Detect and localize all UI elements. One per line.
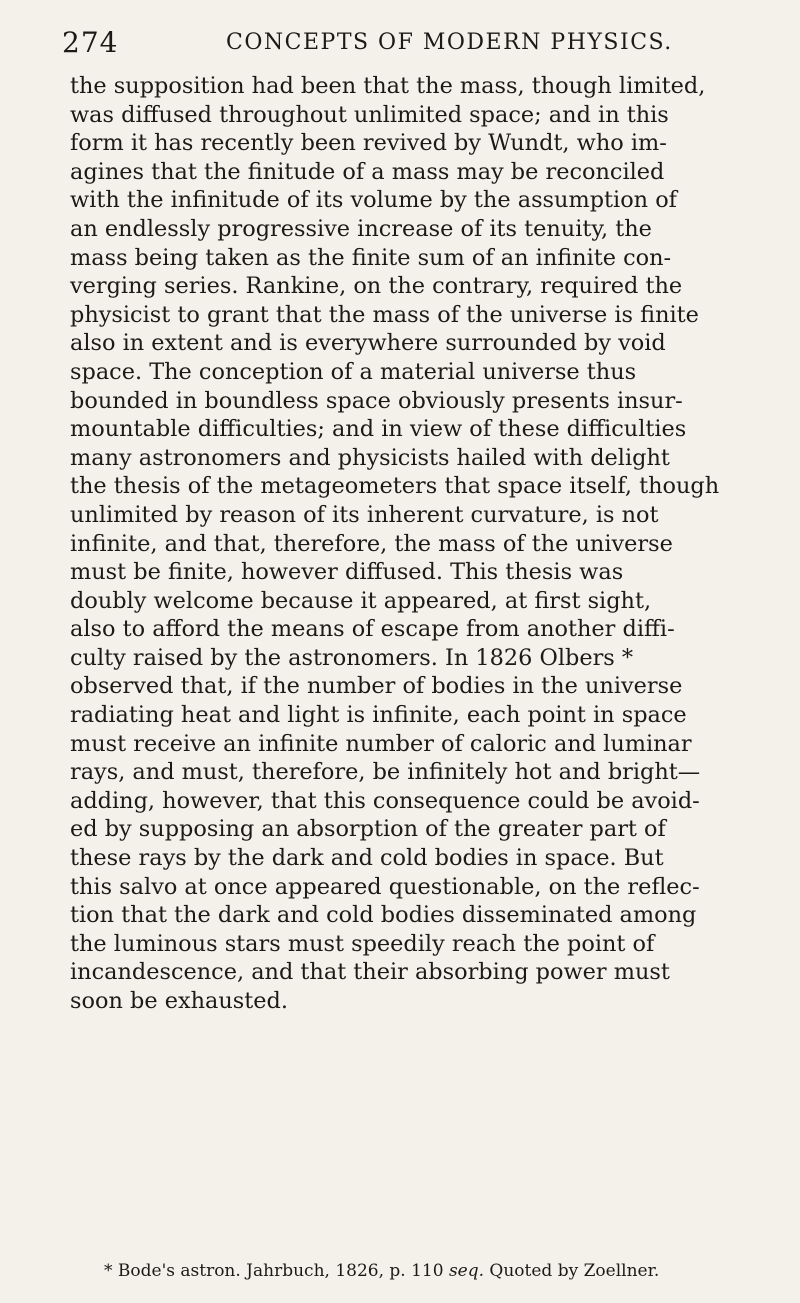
text-line: form it has recently been revived by Wundt, who im- xyxy=(70,130,667,157)
text-line: bounded in boundless space obviously presents insur- xyxy=(70,387,683,414)
text-line: observed that, if the number of bodies in the universe xyxy=(70,673,683,700)
text-line: also in extent and is everywhere surrounded by void xyxy=(70,330,666,357)
text-line: unlimited by reason of its inherent curvature, is not xyxy=(70,501,659,528)
text-line: must be finite, however diffused. This thesis was xyxy=(70,559,624,586)
footnote-italic: seq. xyxy=(448,1261,485,1281)
body-text xyxy=(70,72,800,1016)
text-line: ed by supposing an absorption of the greater part of xyxy=(70,816,666,843)
text-line: culty raised by the astronomers. In 1826 Olbers * xyxy=(70,644,634,671)
text-line: tion that the dark and cold bodies disseminated among xyxy=(70,902,697,929)
text-line: verging series. Rankine, on the contrary, required the xyxy=(70,273,683,300)
footnote-attribution: Quoted by Zoellner. xyxy=(489,1261,660,1281)
page-number: 274 xyxy=(62,26,119,59)
text-line: soon be exhausted. xyxy=(70,988,288,1014)
text-line: doubly welcome because it appeared, at first sight, xyxy=(70,587,652,614)
text-line: agines that the finitude of a mass may be reconciled xyxy=(70,158,665,185)
text-line: mountable difficulties; and in view of these difficulties xyxy=(70,416,687,443)
text-line: mass being taken as the finite sum of an infinite con- xyxy=(70,244,672,271)
text-line: with the infinitude of its volume by the assumption of xyxy=(70,187,677,214)
text-line: rays, and must, therefore, be infinitely hot and bright— xyxy=(70,759,701,786)
text-line: infinite, and that, therefore, the mass of the universe xyxy=(70,530,673,557)
footnote-marker: * xyxy=(104,1261,113,1281)
footnote xyxy=(104,1261,659,1281)
text-line: an endlessly progressive increase of its tenuity, the xyxy=(70,215,652,242)
text-line: was diffused throughout unlimited space; and in this xyxy=(70,101,669,128)
page-header xyxy=(0,20,800,60)
text-line: the thesis of the metageometers that space itself, though xyxy=(70,473,720,500)
text-line: space. The conception of a material universe thus xyxy=(70,358,637,385)
running-head: CONCEPTS OF MODERN PHYSICS. xyxy=(226,30,673,55)
text-line: adding, however, that this consequence could be avoid- xyxy=(70,787,700,814)
text-line: the supposition had been that the mass, though limited, xyxy=(70,73,706,99)
text-line: these rays by the dark and cold bodies in space. But xyxy=(70,845,664,872)
text-line: radiating heat and light is infinite, each point in space xyxy=(70,702,687,729)
text-line: physicist to grant that the mass of the universe is finite xyxy=(70,301,699,328)
text-line: this salvo at once appeared questionable, on the reflec- xyxy=(70,873,700,900)
text-line: the luminous stars must speedily reach the point of xyxy=(70,930,655,957)
text-line: also to afford the means of escape from another diffi- xyxy=(70,616,675,643)
text-line: must receive an infinite number of caloric and luminar xyxy=(70,730,692,757)
footnote-text: Bode's astron. Jahrbuch, 1826, p. 110 xyxy=(117,1261,444,1281)
text-line: many astronomers and physicists hailed with delight xyxy=(70,444,670,471)
text-line: incandescence, and that their absorbing power must xyxy=(70,959,670,986)
